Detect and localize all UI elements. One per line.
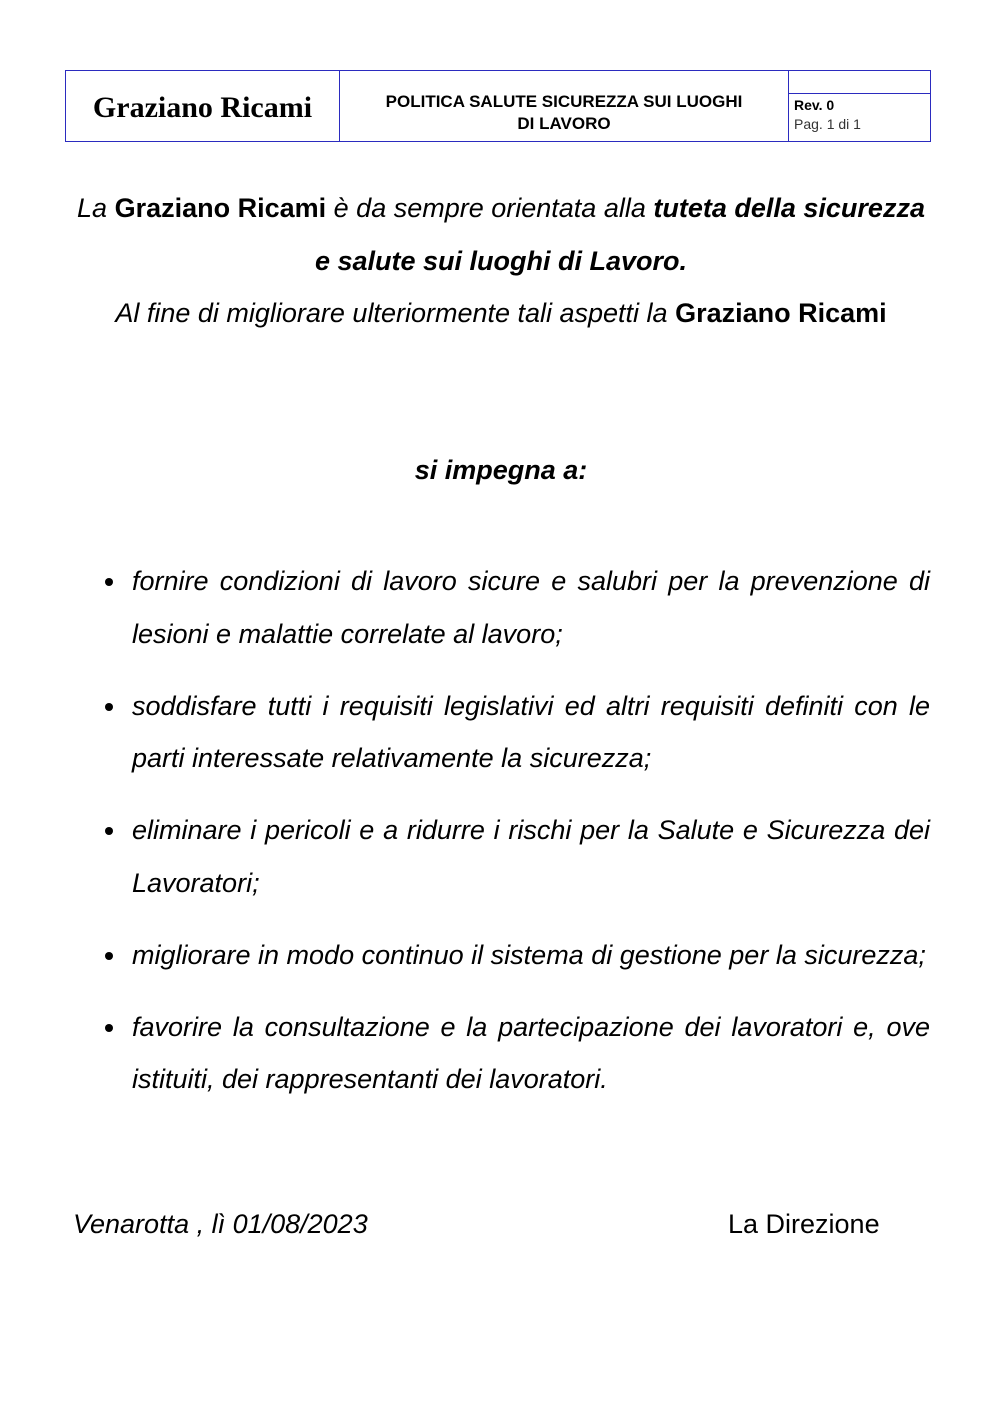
bullet-icon <box>105 827 113 835</box>
intro-sentence-1 <box>70 182 932 287</box>
place-and-date: Venarotta , lì 01/08/2023 <box>73 1209 368 1239</box>
document-title <box>340 71 789 141</box>
list-item-text: soddisfare tutti i requisiti legislativi ed altri requisiti definiti con le parti interessate relativamente la sicurezza; <box>132 690 930 773</box>
bullet-icon <box>105 952 113 960</box>
intro-sentence-2 <box>70 287 932 340</box>
company-name: Graziano Ricami <box>66 71 340 141</box>
signature-label: La Direzione <box>728 1209 880 1239</box>
list-item <box>0 555 930 660</box>
document-meta <box>789 71 930 141</box>
document-title-line2: DI LAVORO <box>517 114 611 133</box>
list-item-text: eliminare i pericoli e a ridurre i rischi per la Salute e Sicurezza dei Lavoratori; <box>132 815 930 898</box>
document-header <box>65 70 931 142</box>
list-item-text: fornire condizioni di lavoro sicure e salubri per la prevenzione di lesioni e malattie correlate al lavoro; <box>132 566 930 649</box>
company-name-inline: Graziano Ricami <box>675 298 887 328</box>
page-number: Pag. 1 di 1 <box>794 116 861 132</box>
commitment-heading: si impegna a: <box>414 455 588 485</box>
intro-emphasis: tuteta della sicurezza e salute sui luoghi di Lavoro. <box>314 193 925 276</box>
intro-text: è da sempre orientata alla <box>326 193 654 223</box>
list-item-text: favorire la consultazione e la partecipazione dei lavoratori e, ove istituiti, dei rappresentanti dei lavoratori. <box>132 1011 930 1094</box>
bullet-icon <box>105 578 113 586</box>
bullet-icon <box>105 703 113 711</box>
revision-label: Rev. 0 <box>794 97 835 113</box>
intro-paragraph <box>70 182 932 340</box>
list-item <box>0 804 930 909</box>
list-item <box>0 1001 930 1106</box>
list-item <box>0 929 930 982</box>
meta-cell <box>789 94 930 134</box>
company-name-inline: Graziano Ricami <box>114 193 327 223</box>
list-item <box>0 680 930 785</box>
list-item-text: migliorare in modo continuo il sistema di gestione per la sicurezza; <box>132 939 926 970</box>
commitment-list <box>0 555 996 1125</box>
bullet-icon <box>105 1024 113 1032</box>
document-title-line1: POLITICA SALUTE SICUREZZA SUI LUOGHI <box>385 92 743 111</box>
intro-text: Al fine di migliorare ulteriormente tali aspetti la <box>115 298 676 328</box>
intro-text: La <box>77 193 115 223</box>
meta-empty-cell <box>789 71 930 94</box>
